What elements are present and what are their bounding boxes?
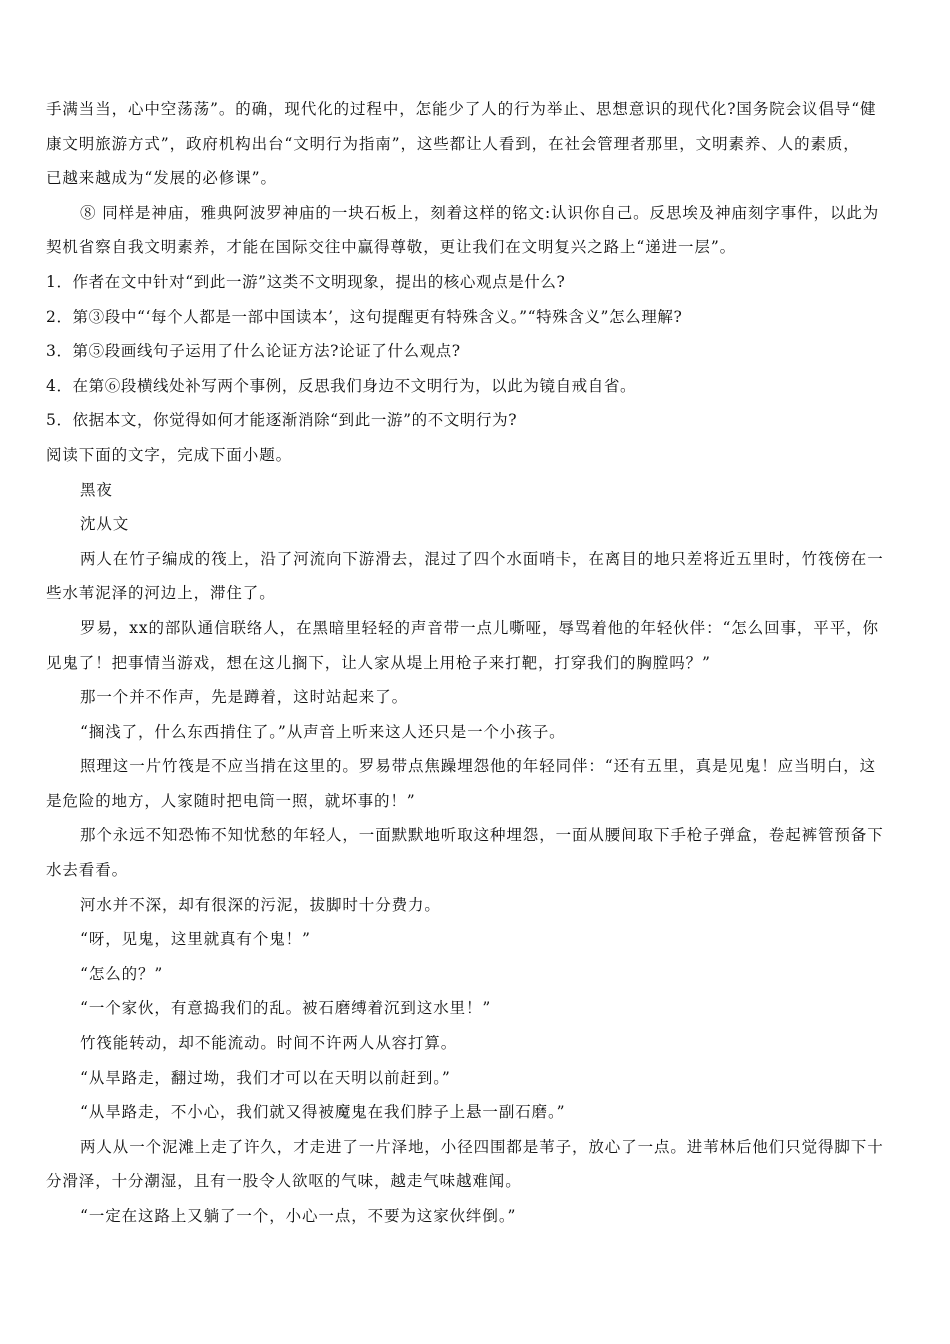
story-line: “呀，见鬼，这里就真有个鬼！” bbox=[80, 930, 311, 949]
story-line: 是危险的地方，人家随时把电筒一照，就坏事的！” bbox=[46, 791, 416, 810]
article-line: 手满当当，心中空荡荡”。的确，现代化的过程中，怎能少了人的行为举止、思想意识的现代化?国务院会议倡导“健 bbox=[46, 100, 877, 118]
question-5: 5．依据本文，你觉得如何才能逐渐消除“到此一游”的不文明行为? bbox=[46, 411, 518, 430]
story-line: 些水苇泥泽的河边上，滞住了。 bbox=[46, 584, 276, 603]
story-line: “一定在这路上又躺了一个，小心一点，不要为这家伙绊倒。” bbox=[80, 1207, 517, 1225]
story-line: 分滑泽，十分潮湿，且有一股令人欲呕的气味，越走气味越难闻。 bbox=[46, 1172, 522, 1191]
story-line: “一个家伙，有意捣我们的乱。被石磨缚着沉到这水里！” bbox=[80, 999, 492, 1018]
story-line: 见鬼了！把事情当游戏，想在这儿搁下，让人家从堤上用枪子来打靶，打穿我们的胸膛吗？” bbox=[46, 653, 711, 672]
question-2: 2．第③段中“‘每个人都是一部中国读本’，这句提醒更有特殊含义。”“特殊含义”怎么理解? bbox=[46, 307, 683, 326]
story-line: 水去看看。 bbox=[46, 861, 129, 880]
story-line: “搁浅了，什么东西掯住了。”从声音上听来这人还只是一个小孩子。 bbox=[80, 722, 566, 741]
article-paragraph-8: ⑧ 同样是神庙，雅典阿波罗神庙的一块石板上，刻着这样的铭文:认识你自己。反思埃及神庙刻字事件，以此为 bbox=[80, 203, 880, 222]
story-line: 那一个并不作声，先是蹲着，这时站起来了。 bbox=[80, 688, 409, 707]
story-line: 竹筏能转动，却不能流动。时间不许两人从容打算。 bbox=[80, 1034, 458, 1053]
article-line: 契机省察自我文明素养，才能在国际交往中赢得尊敬，更让我们在文明复兴之路上“递进一层”。 bbox=[46, 238, 737, 257]
reading-instruction: 阅读下面的文字，完成下面小题。 bbox=[46, 445, 293, 464]
question-3: 3．第⑤段画线句子运用了什么论证方法?论证了什么观点? bbox=[46, 342, 461, 361]
story-line: 照理这一片竹筏是不应当掯在这里的。罗易带点焦躁埋怨他的年轻同伴：“还有五里，真是见鬼！应当明白，这 bbox=[80, 757, 877, 776]
story-line: “怎么的？” bbox=[80, 964, 164, 983]
article-line: 已越来越成为“发展的必修课”。 bbox=[46, 169, 277, 188]
document-page bbox=[46, 92, 906, 1234]
story-line: “从旱路走，翻过坳，我们才可以在天明以前赶到。” bbox=[80, 1068, 451, 1087]
story-line: 罗易，xx的部队通信联络人，在黑暗里轻轻的声音带一点儿嘶哑，辱骂着他的年轻伙伴：“怎么回事，平平，你 bbox=[80, 618, 879, 637]
story-title: 黑夜 bbox=[80, 480, 113, 499]
story-line: 河水并不深，却有很深的污泥，拔脚时十分费力。 bbox=[80, 895, 441, 914]
question-1: 1．作者在文中针对“到此一游”这类不文明现象，提出的核心观点是什么? bbox=[46, 272, 566, 291]
story-line: 两人在竹子编成的筏上，沿了河流向下游滑去，混过了四个水面哨卡，在离目的地只差将近五里时，竹筏傍在一 bbox=[80, 549, 884, 568]
story-author: 沈从文 bbox=[80, 515, 130, 534]
story-line: 两人从一个泥滩上走了许久，才走进了一片泽地，小径四围都是苇子，放心了一点。进苇林后他们只觉得脚下十 bbox=[80, 1137, 884, 1156]
story-line: 那个永远不知恐怖不知忧愁的年轻人，一面默默地听取这种埋怨，一面从腰间取下手枪子弹盒，卷起裤管预备下 bbox=[80, 826, 884, 845]
question-4: 4．在第⑥段横线处补写两个事例，反思我们身边不文明行为，以此为镜自戒自省。 bbox=[46, 376, 637, 395]
article-line: 康文明旅游方式”，政府机构出台“文明行为指南”，这些都让人看到，在社会管理者那里，文明素养、人的素质， bbox=[46, 134, 860, 153]
story-line: “从旱路走，不小心，我们就又得被魔鬼在我们脖子上悬一副石磨。” bbox=[80, 1103, 566, 1122]
